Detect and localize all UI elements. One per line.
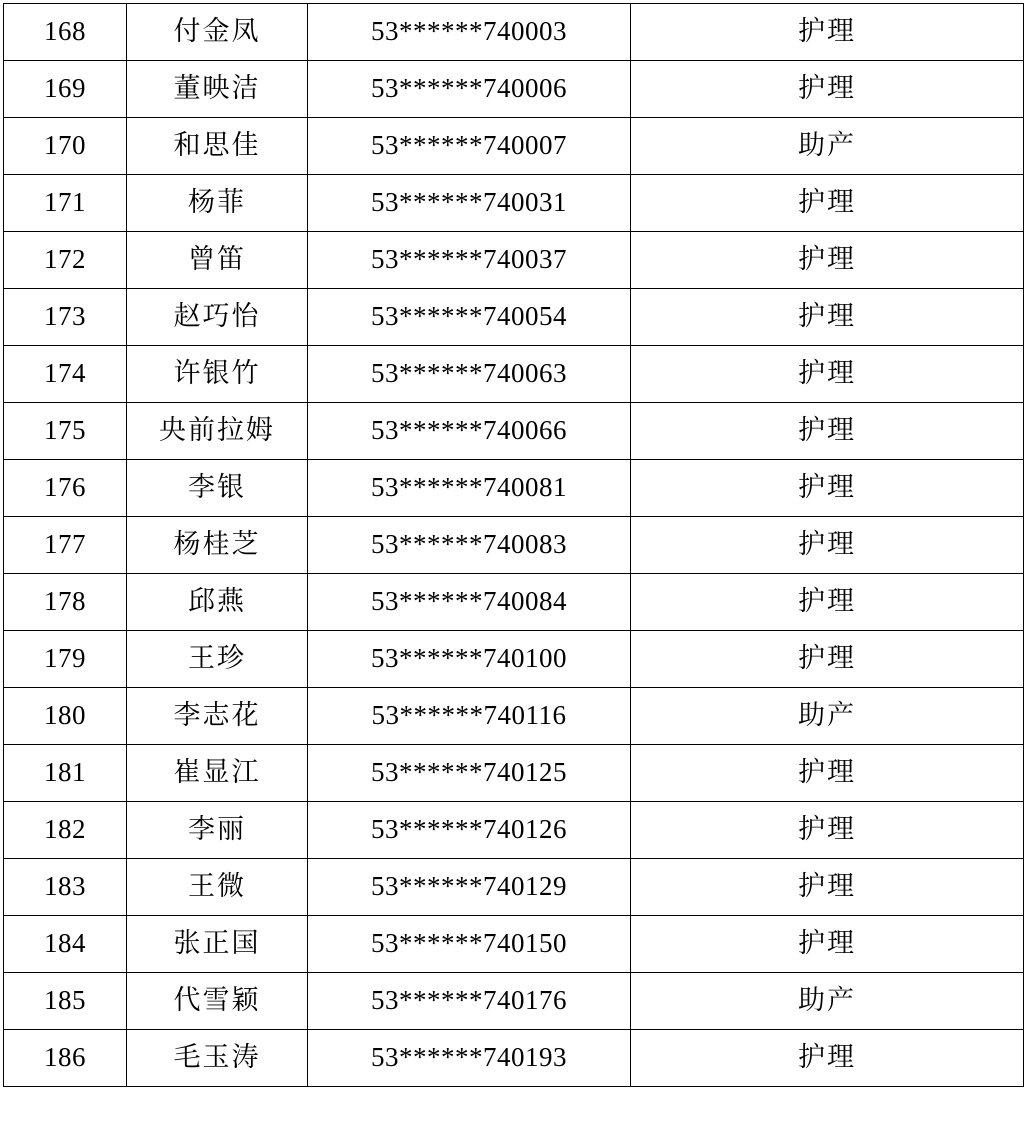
row-name: 李志花 [127, 688, 308, 745]
table-row [4, 346, 1024, 403]
row-id-number: 53******740037 [308, 232, 631, 289]
row-name: 付金凤 [127, 4, 308, 61]
row-major: 助产 [631, 688, 1024, 745]
row-major: 护理 [631, 4, 1024, 61]
row-id-number: 53******740003 [308, 4, 631, 61]
row-name: 张正国 [127, 916, 308, 973]
row-index: 173 [4, 289, 127, 346]
row-index: 182 [4, 802, 127, 859]
row-major: 护理 [631, 1030, 1024, 1087]
row-index: 172 [4, 232, 127, 289]
table-row [4, 631, 1024, 688]
row-major: 护理 [631, 460, 1024, 517]
row-id-number: 53******740007 [308, 118, 631, 175]
table-row [4, 232, 1024, 289]
row-name: 和思佳 [127, 118, 308, 175]
row-major: 助产 [631, 118, 1024, 175]
table-row [4, 574, 1024, 631]
table-row [4, 973, 1024, 1030]
row-name: 赵巧怡 [127, 289, 308, 346]
row-major: 护理 [631, 802, 1024, 859]
row-major: 护理 [631, 175, 1024, 232]
roster-table-body [4, 4, 1024, 1087]
row-major: 护理 [631, 916, 1024, 973]
row-index: 181 [4, 745, 127, 802]
table-row [4, 61, 1024, 118]
row-name: 许银竹 [127, 346, 308, 403]
table-row [4, 460, 1024, 517]
row-name: 崔显江 [127, 745, 308, 802]
row-name: 李银 [127, 460, 308, 517]
row-major: 护理 [631, 574, 1024, 631]
row-index: 169 [4, 61, 127, 118]
row-name: 王珍 [127, 631, 308, 688]
row-major: 护理 [631, 289, 1024, 346]
table-row [4, 859, 1024, 916]
row-id-number: 53******740081 [308, 460, 631, 517]
row-id-number: 53******740063 [308, 346, 631, 403]
row-name: 邱燕 [127, 574, 308, 631]
table-row [4, 688, 1024, 745]
row-id-number: 53******740126 [308, 802, 631, 859]
row-index: 183 [4, 859, 127, 916]
table-row [4, 289, 1024, 346]
row-id-number: 53******740125 [308, 745, 631, 802]
row-major: 护理 [631, 346, 1024, 403]
row-major: 护理 [631, 61, 1024, 118]
row-major: 护理 [631, 859, 1024, 916]
row-id-number: 53******740054 [308, 289, 631, 346]
roster-table [3, 3, 1024, 1087]
row-name: 曾笛 [127, 232, 308, 289]
row-index: 176 [4, 460, 127, 517]
row-major: 护理 [631, 232, 1024, 289]
row-name: 代雪颖 [127, 973, 308, 1030]
row-index: 177 [4, 517, 127, 574]
row-index: 184 [4, 916, 127, 973]
row-id-number: 53******740116 [308, 688, 631, 745]
row-major: 护理 [631, 745, 1024, 802]
table-row [4, 4, 1024, 61]
table-row [4, 118, 1024, 175]
row-id-number: 53******740193 [308, 1030, 631, 1087]
row-index: 185 [4, 973, 127, 1030]
row-id-number: 53******740084 [308, 574, 631, 631]
row-id-number: 53******740176 [308, 973, 631, 1030]
row-name: 杨菲 [127, 175, 308, 232]
row-index: 174 [4, 346, 127, 403]
row-id-number: 53******740129 [308, 859, 631, 916]
table-row [4, 916, 1024, 973]
row-index: 170 [4, 118, 127, 175]
row-name: 李丽 [127, 802, 308, 859]
table-row [4, 802, 1024, 859]
table-row [4, 175, 1024, 232]
row-id-number: 53******740100 [308, 631, 631, 688]
row-name: 央前拉姆 [127, 403, 308, 460]
row-name: 毛玉涛 [127, 1030, 308, 1087]
row-name: 董映洁 [127, 61, 308, 118]
document-page [0, 3, 1024, 1143]
table-row [4, 1030, 1024, 1087]
table-row [4, 745, 1024, 802]
row-index: 168 [4, 4, 127, 61]
row-index: 179 [4, 631, 127, 688]
table-row [4, 403, 1024, 460]
row-name: 杨桂芝 [127, 517, 308, 574]
row-id-number: 53******740150 [308, 916, 631, 973]
row-name: 王微 [127, 859, 308, 916]
row-major: 护理 [631, 517, 1024, 574]
row-index: 171 [4, 175, 127, 232]
row-id-number: 53******740083 [308, 517, 631, 574]
row-index: 180 [4, 688, 127, 745]
row-major: 护理 [631, 403, 1024, 460]
row-id-number: 53******740031 [308, 175, 631, 232]
row-index: 178 [4, 574, 127, 631]
row-index: 186 [4, 1030, 127, 1087]
row-index: 175 [4, 403, 127, 460]
row-major: 护理 [631, 631, 1024, 688]
row-id-number: 53******740006 [308, 61, 631, 118]
row-major: 助产 [631, 973, 1024, 1030]
row-id-number: 53******740066 [308, 403, 631, 460]
table-row [4, 517, 1024, 574]
